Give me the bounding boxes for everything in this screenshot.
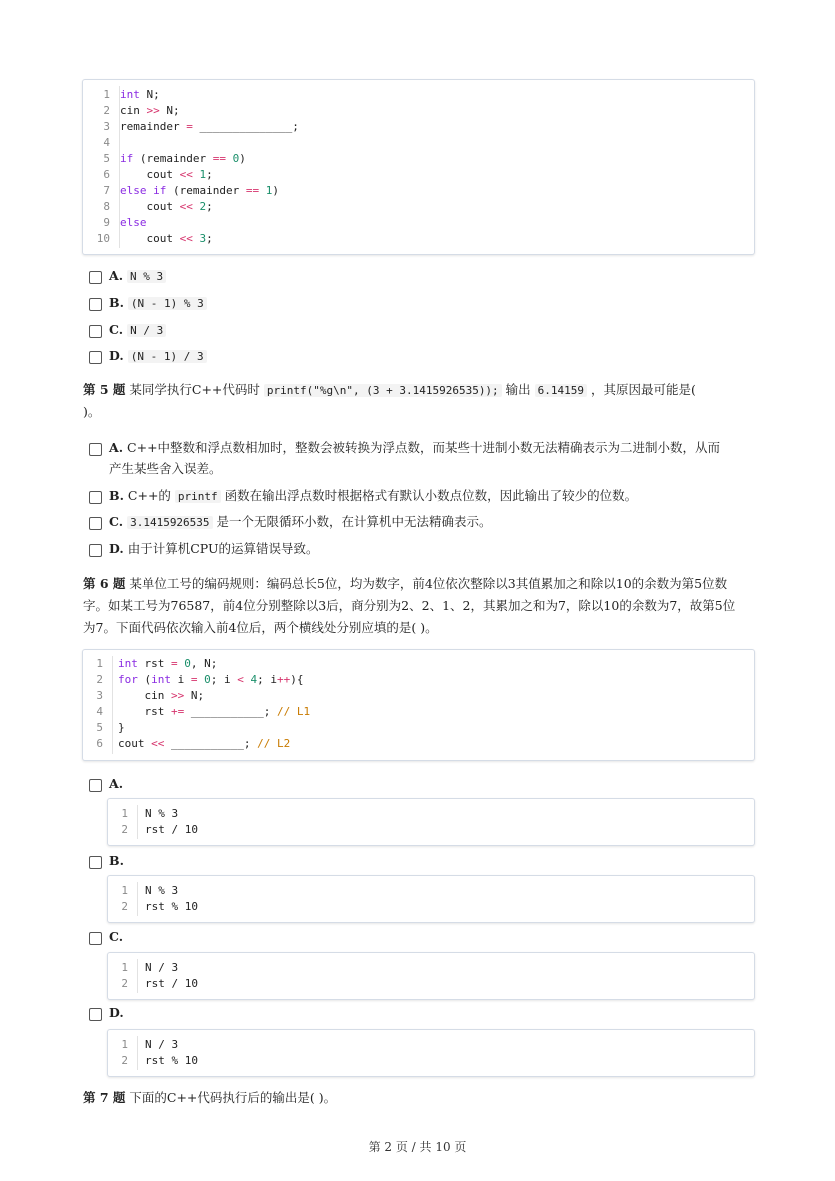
option-b-checkbox[interactable] <box>89 491 102 504</box>
option-c-checkbox[interactable] <box>89 325 102 338</box>
option-a: A. <box>109 776 124 791</box>
option-d-checkbox[interactable] <box>89 351 102 364</box>
question-6-text: 字。如某工号为76587，前4位分别整除以3后，商分别为2、2、1、2，其累加之和为7，除以10的余数为7，故第5位 <box>83 598 736 613</box>
option-c: C. 3.1415926535 是一个无限循环小数，在计算机中无法精确表示。 <box>109 514 492 529</box>
code-line: 1 int N; <box>103 88 160 101</box>
option-d: D. 由于计算机CPU的运算错误导致。 <box>109 541 319 556</box>
option-d-checkbox[interactable] <box>89 544 102 557</box>
code-line: 5 } <box>96 721 125 734</box>
option-c-checkbox[interactable] <box>89 932 102 945</box>
option-a: A. C++中整数和浮点数相加时，整数会被转换为浮点数，而某些十进制小数无法精确表示为二进制小数，从而 <box>109 440 721 455</box>
code-line: 4 rst += ___________; // L1 <box>96 705 311 718</box>
option-a-checkbox[interactable] <box>89 779 102 792</box>
option-a-code: 1 N % 3 2 rst / 10 <box>107 798 755 846</box>
code-line: 6 cout << 1; <box>103 168 213 181</box>
option-c-checkbox[interactable] <box>89 517 102 530</box>
option-b: B. (N - 1) % 3 <box>109 293 207 314</box>
option-b-checkbox[interactable] <box>89 856 102 869</box>
option-d-checkbox[interactable] <box>89 1008 102 1021</box>
option-c: C. N / 3 <box>109 320 166 341</box>
option-a: A. N % 3 <box>109 266 166 287</box>
option-c-code: 1 N / 3 2 rst / 10 <box>107 952 755 1000</box>
question-6-text: 为7。下面代码依次输入前4位后，两个横线处分别应填的是( )。 <box>83 620 438 635</box>
option-b-code: 1 N % 3 2 rst % 10 <box>107 875 755 923</box>
code-line: 7 else if (remainder == 1) <box>103 184 279 197</box>
option-b-checkbox[interactable] <box>89 298 102 311</box>
page-footer: 第 2 页 / 共 10 页 <box>368 1140 467 1154</box>
code-block-q6 <box>82 649 755 761</box>
code-line: 3 remainder = ______________; <box>103 120 299 133</box>
code-line: 10 cout << 3; <box>96 232 213 245</box>
option-d: D. (N - 1) / 3 <box>109 346 207 367</box>
code-line: 3 cin >> N; <box>96 689 205 702</box>
option-a-checkbox[interactable] <box>89 443 102 456</box>
option-a-checkbox[interactable] <box>89 271 102 284</box>
question-6-title: 第 6 题 某单位工号的编码规则：编码总长5位，均为数字，前4位依次整除以3其值累加之和除以10的余数为第5位数 <box>83 576 728 591</box>
code-line: 5 if (remainder == 0) <box>103 152 246 165</box>
question-7-title: 第 7 题 下面的C++代码执行后的输出是( )。 <box>83 1090 337 1105</box>
code-line: 2 cin >> N; <box>103 104 180 117</box>
code-line: 1 int rst = 0, N; <box>96 657 218 670</box>
option-b: B. <box>109 853 124 868</box>
code-line: 6 cout << ___________; // L2 <box>96 737 291 750</box>
code-line: 9 else <box>103 216 147 229</box>
option-a-cont: 产生某些舍入误差。 <box>109 461 222 476</box>
question-5-title: 第 5 题 某同学执行C++代码时 printf("%g\n", (3 + 3.1415926535)); 输出 6.14159 ，其原因最可能是( <box>83 382 696 397</box>
question-5-title-cont: )。 <box>83 404 101 419</box>
code-line: 2 for (int i = 0; i < 4; i++){ <box>96 673 304 686</box>
option-b: B. C++的 printf 函数在输出浮点数时根据格式有默认小数点位数，因此输出了较少的位数。 <box>109 488 638 503</box>
option-d: D. <box>109 1005 124 1020</box>
option-d-code: 1 N / 3 2 rst % 10 <box>107 1029 755 1077</box>
code-block-q4 <box>82 79 755 255</box>
code-line: 4 <box>103 136 110 149</box>
option-c: C. <box>109 929 124 944</box>
code-line: 8 cout << 2; <box>103 200 213 213</box>
